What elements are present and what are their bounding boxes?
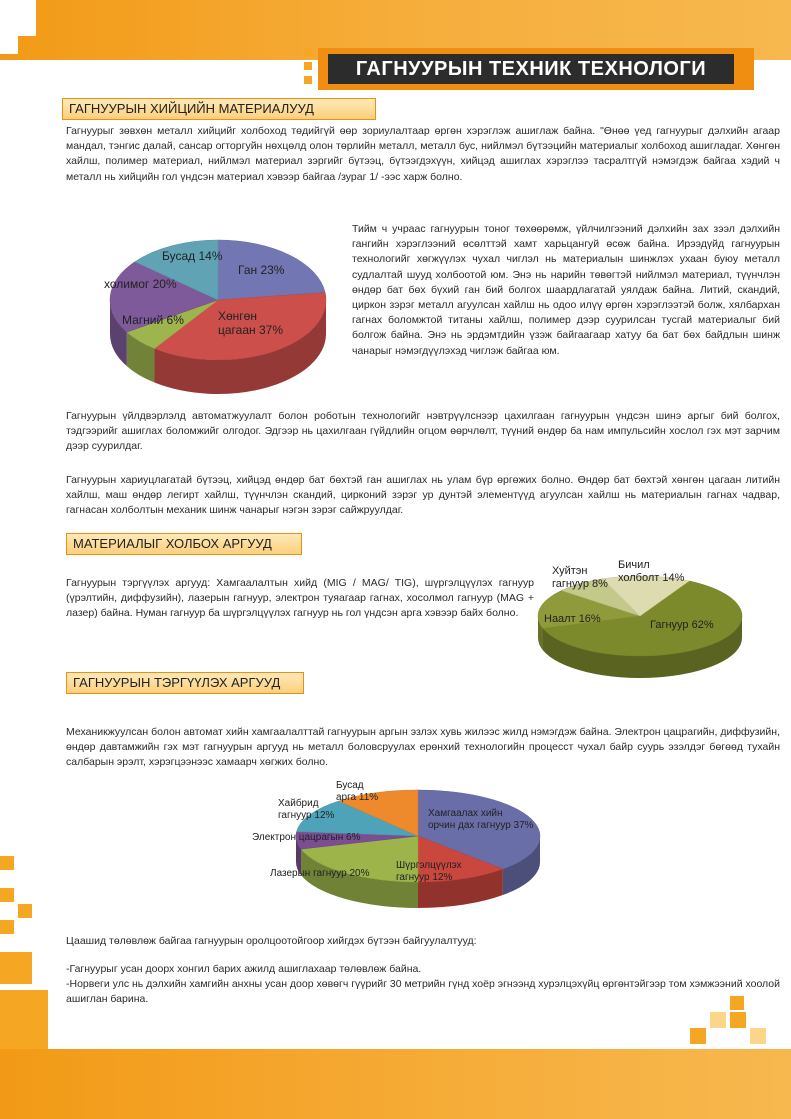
materials-pie-chart xyxy=(100,228,340,418)
page-title: ГАГНУУРЫН ТЕХНИК ТЕХНОЛОГИ xyxy=(328,54,734,84)
pie-label-1-4-0: Бусад 14% xyxy=(162,249,223,263)
decor-square xyxy=(0,990,48,1050)
section-heading-leading-methods: ГАГНУУРЫН ТЭРГҮҮЛЭХ АРГУУД xyxy=(66,672,304,694)
pie-label-3-4-0: Хайбрид xyxy=(278,798,319,809)
future-bullet-1: -Гагнуурыг усан доорх хонгил барих ажилд ашиглахаар төлөвлөж байна. xyxy=(66,963,422,975)
title-banner xyxy=(304,48,754,90)
pie-label-3-1-1: гагнуур 12% xyxy=(396,872,453,883)
pie-label-1-3-0: холимог 20% xyxy=(104,277,177,291)
pie-label-3-1-0: Шүргэлцүүлэх xyxy=(396,860,462,871)
decor-square xyxy=(304,48,312,56)
joining-methods-pie-chart xyxy=(532,560,752,680)
decor-square xyxy=(0,888,14,902)
section3-text: Механикжуулсан болон автомат хийн хамгаалалттай гагнуурын аргын эзлэх хувь жилээс жилд нэмэгдэж байна. Электрон цацрагийн, диффузийн, өндөр давтамжийн гэх мэт гагнуурын аргууд нь металл боловсруулах ерөнхий технологийн процесст чухал байр суурь эзэлдэг бөгөөд тухайн салбарын эрэлт, хэрэгцээнээс хамаарч хөгжих болно. xyxy=(66,726,780,769)
decor-square xyxy=(730,1012,746,1028)
decor-square xyxy=(0,952,32,984)
pie-label-3-3-0: Электрон цацрагын 6% xyxy=(252,832,361,843)
pie-label-3-2-0: Лазерын гагнуур 20% xyxy=(270,868,370,879)
top-left-decor-cut xyxy=(0,0,36,36)
pie-label-3-0-0: Хамгаалах хийн xyxy=(428,808,503,819)
section1-para-automation: Гагнуурын үйлдвэрлэлд автоматжуулалт болон роботын технологийг нэвтрүүлснээр цахилгаан гагнуурын үндсэн шинэ аргыг бий болгох, тэдгээрийг ашиглах боломжийг олгодог. Эдгээр нь цахилгаан гүйдлийн огцом өөрчлөлт, түүний өндөр ба нам импульсийн хослол гэх мэт зарчим дээр суурилдаг. xyxy=(66,410,780,453)
section1-para-strength: Гагнуурын хариуцлагатай бүтээц, хийцэд өндөр бат бөхтэй ган ашиглах нь улам бүр өргөжих болно. Өндөр бат бөхтэй хөнгөн цагаан литийн хайлш, маш өндөр легирт хайлш, түүнчлэн скандий, цирконий зэрэг ур дунтэй элементүүд агуулсан хайлш нь материалын гагнах чадвар, гагнасан холболтын механик шинж чанарыг нэгэн зэрэг сайжруулдаг. xyxy=(66,474,780,517)
decor-square xyxy=(0,36,18,54)
pie-label-2-0-0: Гагнуур 62% xyxy=(650,619,714,631)
pie-label-1-1-0: Хөнгөн xyxy=(218,309,257,323)
decor-square xyxy=(730,996,744,1010)
pie-label-3-0-1: орчин дах гагнуур 37% xyxy=(428,820,534,831)
pie-label-1-0-0: Ган 23% xyxy=(238,263,285,277)
section-heading-materials: ГАГНУУРЫН ХИЙЦИЙН МАТЕРИАЛУУД xyxy=(62,98,376,120)
decor-square xyxy=(304,76,312,84)
decor-square xyxy=(710,1012,726,1028)
pie-label-2-2-0: Хуйтэн xyxy=(552,565,588,577)
pie-label-1-1-1: цагаан 37% xyxy=(218,323,283,337)
decor-square xyxy=(750,1028,766,1044)
section1-intro: Гагнуурыг зөвхөн металл хийцийг холбоход төдийгүй өөр зориулалтаар өргөн хэрэглэж ашиглаж байна. "Өнөө үед гагнуурыг дэлхийн агаар мандал, тэнгис далай, сансар огторгуйн нөхцөлд олон төрлийн металл, металл бус, нийлмэл бүтээцийн материалыг холбоход ашигладаг. Хөнгөн хайлш, полимер материал, нийлмэл материал зэргийг бүтээц, бүтээгдэхүүн, хийцэд ашиглах хэрэглээ тасралтгүй нэмэгдэж байгаа хэдий ч металл нь хийцийн гол үндсэн материал хэвээр байгаа /зураг 1/ -ээс харж болно. xyxy=(66,125,780,183)
section-heading-joining: МАТЕРИАЛЫГ ХОЛБОХ АРГУУД xyxy=(66,533,302,555)
decor-square xyxy=(18,904,32,918)
decor-square xyxy=(0,856,14,870)
pie-label-3-5-1: арга 11% xyxy=(336,792,379,803)
section1-side-text: Тийм ч учраас гагнуурын тоног төхөөрөмж, үйлчилгээний дэлхийн зах зээл дэлхийн гангийн хэрэглээний өсөлттэй хамт харьцангуй өсөж байна. Ирээдүйд гагнуурын технологийг хөгжүүлэх чухал чиглэл нь материалын шинжлэх ухаан буюу металл судлалтай шууд холбоотой юм. Энэ нь нарийн төвөгтэй нийлмэл материал, түүнчлэн өндөр бат бөх бүхий ган бий болгох шаардлагатай уялдаж байна. Литий, скандий, циркон зэрэг металл агуулсан хайлш нь одоо илүү өргөн хэрэглээтэй болж, хялбархан гагнах боломжтой титаны хайлш, полимер дээр суурилсан тусгай материалыг бий болгож байна. Энэ нь эрдэмтдийн үзэж байгаагаар хатуу ба бат бөх байдлын шинж чанарыг нэмэгдүүлэхэд чиглэж байгаа юм. xyxy=(352,223,780,357)
future-bullet-2: -Норвеги улс нь дэлхийн хамгийн анхны усан доор хөвөгч гүүрийг 30 метрийн гүнд хоёр эгнээнд хурэлцэхүйц өргөнтэйгээр том хэмжээний хоолой ашиглан барина. xyxy=(66,978,781,1006)
pie-label-3-5-0: Бусад xyxy=(336,780,364,791)
decor-square xyxy=(304,62,312,70)
pie-label-1-2-0: Магний 6% xyxy=(122,313,184,327)
decor-square xyxy=(690,1028,706,1044)
pie-label-2-2-1: гагнуур 8% xyxy=(552,578,608,590)
pie-label-2-1-0: Наалт 16% xyxy=(544,613,601,625)
bottom-decor-band xyxy=(0,1049,791,1119)
decor-square xyxy=(0,920,14,934)
pie-label-3-4-1: гагнуур 12% xyxy=(278,810,335,821)
future-heading: Цаашид төлөвлөж байгаа гагнуурын оролцоотойгоор хийгдэх бүтээн байгуулалтууд: xyxy=(66,935,477,947)
section2-text: Гагнуурын тэргүүлэх аргууд: Хамгаалалтын хийд (MIG / MAG/ TIG), шүргэлцүүлэх гагнуур (үрэлтийн, диффузийн), лазерын гагнуур, электрон туяагаар гагнах, хосолмол гагнуур (MAG + лазер) байна. Нуман гагнуур ба шүргэлцүүлэх гагнуур нь гол үндсэн арга хэвээр байх болно. xyxy=(66,577,534,620)
pie-label-2-3-0: Бичил xyxy=(618,559,650,571)
welding-methods-pie-chart xyxy=(250,776,540,916)
pie-label-2-3-1: холболт 14% xyxy=(618,572,685,584)
